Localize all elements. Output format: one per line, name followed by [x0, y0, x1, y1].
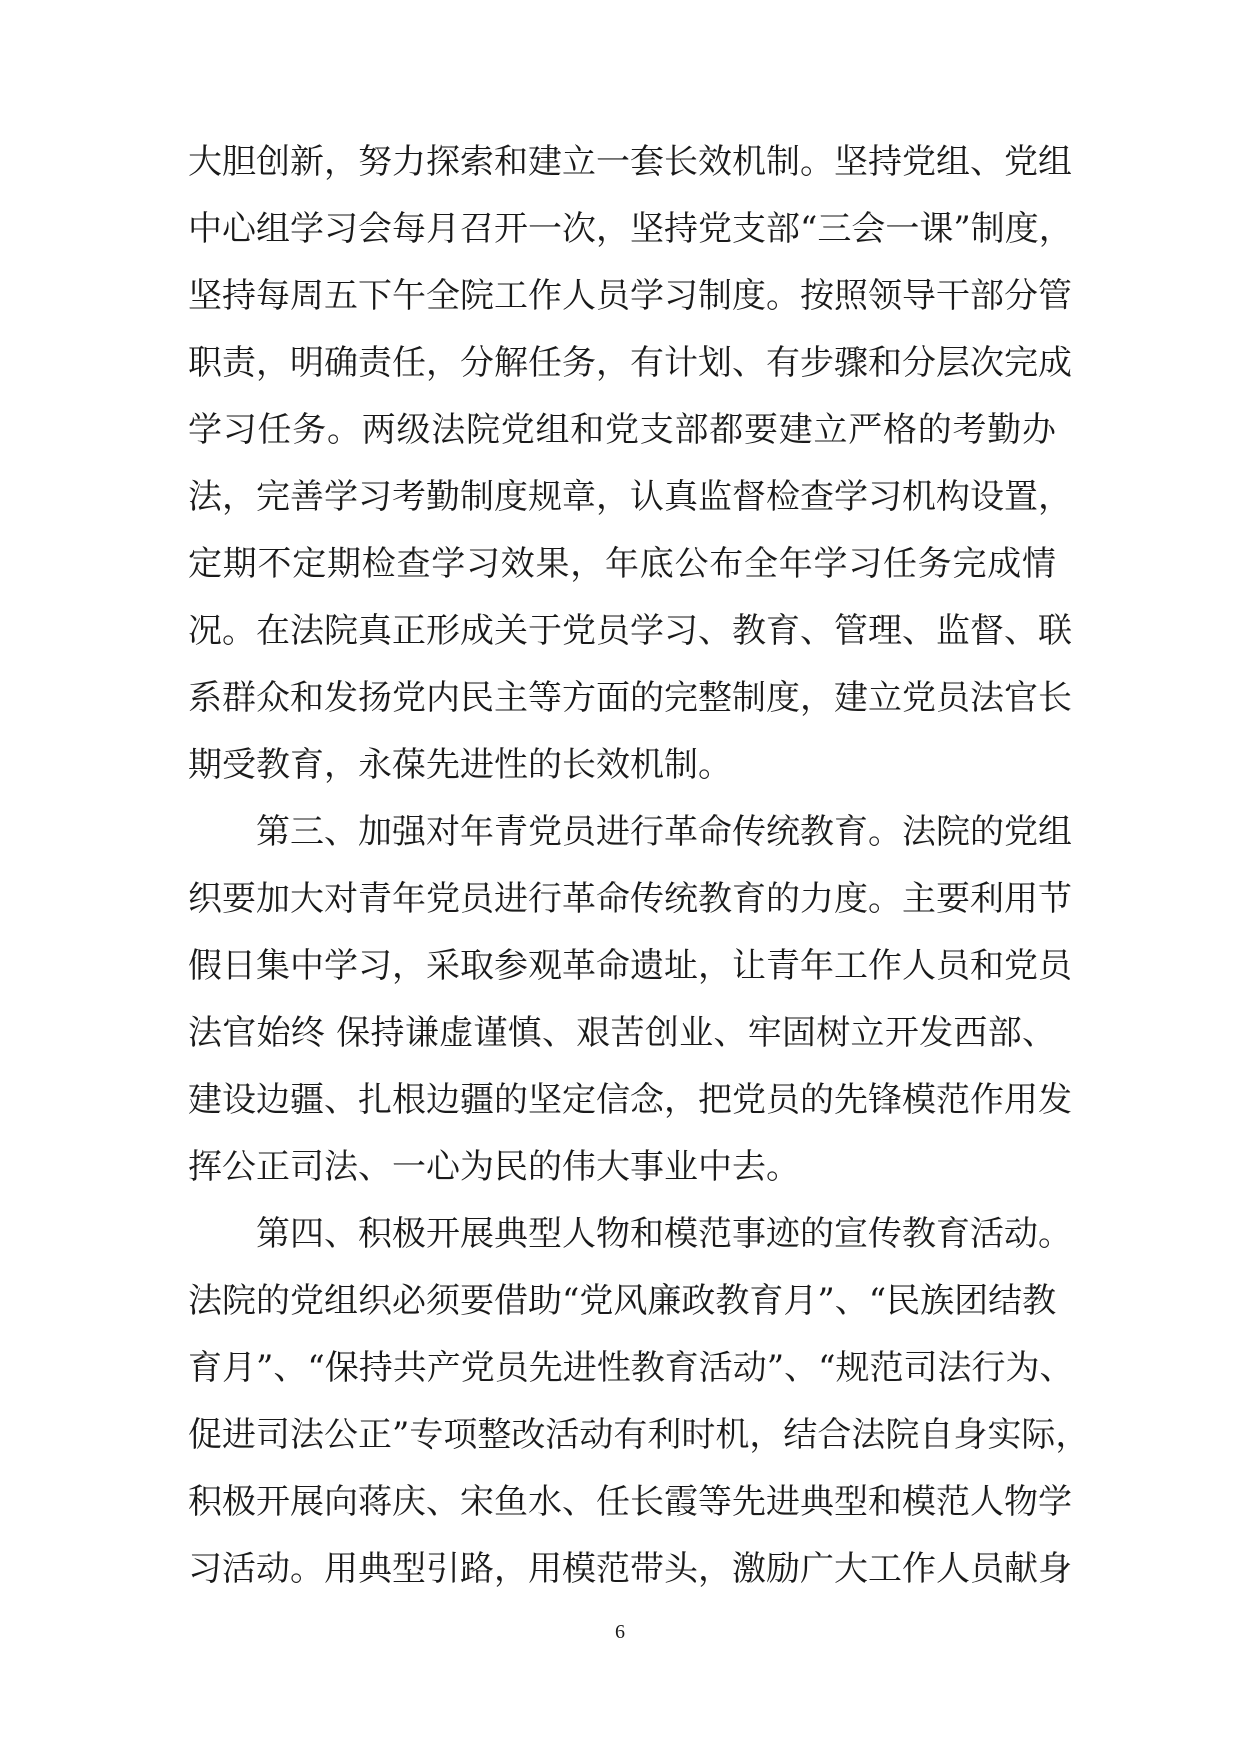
paragraph-first-line: 第三、加强对年青党员进行革命传统教育。法院的党组 [256, 812, 1072, 852]
text-line: 坚持每周五下午全院工作人员学习制度。按照领导干部分管 [188, 276, 1072, 316]
text-line: 中心组学习会每月召开一次，坚持党支部“三会一课”制度， [188, 209, 1073, 249]
text-line: 积极开展向蒋庆、宋鱼水、任长霞等先进典型和模范人物学 [188, 1482, 1072, 1522]
text-line: 假日集中学习，采取参观革命遗址，让青年工作人员和党员 [188, 946, 1072, 986]
text-line: 法官始终 保持谦虚谨慎、艰苦创业、牢固树立开发西部、 [188, 1013, 1056, 1053]
text-line: 法，完善学习考勤制度规章，认真监督检查学习机构设置， [188, 477, 1072, 517]
text-line: 育月”、“保持共产党员先进性教育活动”、“规范司法行为、 [188, 1348, 1074, 1388]
text-line: 法院的党组织必须要借助“党风廉政教育月”、“民族团结教 [188, 1281, 1057, 1321]
text-line: 习活动。用典型引路，用模范带头，激励广大工作人员献身 [188, 1549, 1072, 1589]
text-line: 促进司法公正”专项整改活动有利时机，结合法院自身实际， [188, 1415, 1090, 1455]
text-line: 期受教育，永葆先进性的长效机制。 [188, 745, 732, 785]
text-line: 学习任务。两级法院党组和党支部都要建立严格的考勤办 [188, 410, 1056, 450]
text-line: 织要加大对青年党员进行革命传统教育的力度。主要利用节 [188, 879, 1072, 919]
page-number: 6 [615, 1621, 625, 1643]
text-line: 系群众和发扬党内民主等方面的完整制度，建立党员法官长 [188, 678, 1072, 718]
text-line: 挥公正司法、一心为民的伟大事业中去。 [188, 1147, 800, 1187]
text-line: 建设边疆、扎根边疆的坚定信念，把党员的先锋模范作用发 [188, 1080, 1072, 1120]
text-line: 职责，明确责任，分解任务，有计划、有步骤和分层次完成 [188, 343, 1072, 383]
paragraph-first-line: 第四、积极开展典型人物和模范事迹的宣传教育活动。 [256, 1214, 1072, 1254]
text-line: 况。在法院真正形成关于党员学习、教育、管理、监督、联 [188, 611, 1072, 651]
text-line: 大胆创新，努力探索和建立一套长效机制。坚持党组、党组 [188, 142, 1072, 182]
text-line: 定期不定期检查学习效果，年底公布全年学习任务完成情 [188, 544, 1056, 584]
